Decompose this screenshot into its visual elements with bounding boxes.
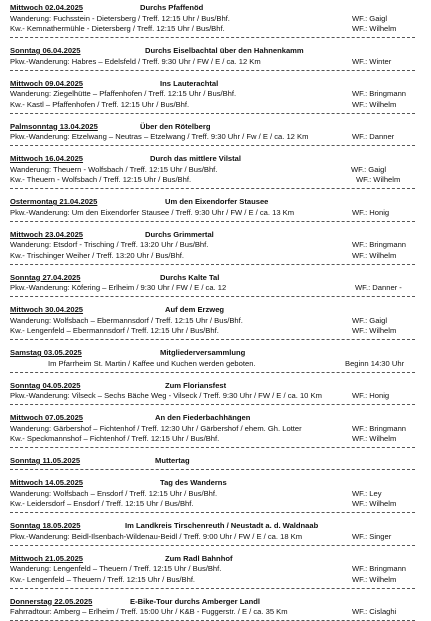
event-entry	[10, 478, 415, 510]
event-title: Ins Lauterachtal	[160, 78, 219, 88]
event-leader: WF.: Wilhelm	[352, 434, 397, 443]
event-detail-row	[10, 283, 415, 293]
event-leader: WF.: Bringmann	[352, 564, 407, 573]
event-leader: WF.: Wilhelm	[352, 326, 397, 335]
event-detail-text: Wanderung: Theuern - Wolfsbach / Treff. 12:15 Uhr / Bus/Bhf.	[10, 164, 218, 174]
event-entry	[10, 79, 415, 111]
event-leader: WF.: Wilhelm	[352, 499, 397, 508]
event-detail-row	[10, 564, 415, 574]
dashed-separator	[10, 404, 415, 405]
event-entry	[10, 348, 415, 369]
event-detail-row	[10, 316, 415, 326]
event-detail-text: Kw.- Kastl – Pfaffenhofen / Treff. 12:15 Uhr / Bus/Bhf.	[10, 99, 190, 109]
event-detail-text: Wanderung: Wolfsbach – Ensdorf / Treff. 12:15 Uhr / Bus/Bhf.	[10, 488, 218, 498]
event-detail-row	[10, 434, 415, 444]
dashed-separator	[10, 372, 415, 373]
event-entry	[10, 273, 415, 294]
event-detail-row	[10, 607, 415, 617]
event-leader: WF.: Bringmann	[352, 240, 407, 249]
dashed-separator	[10, 469, 415, 470]
event-entry	[10, 456, 415, 467]
event-entry	[10, 305, 415, 337]
event-detail-row	[10, 24, 415, 34]
event-entry	[10, 3, 415, 35]
dashed-separator	[10, 545, 415, 546]
event-header	[10, 154, 415, 164]
event-header	[10, 456, 415, 466]
event-title: E-Bike-Tour durchs Amberger Landl	[130, 596, 260, 606]
event-leader: WF.: Danner	[352, 132, 395, 141]
event-leader: WF.: Wilhelm	[352, 574, 397, 584]
event-detail-text: Kw.- Kemnathermühle - Dietersberg / Treff. 12:15 Uhr / Bus/Bhf.	[10, 24, 225, 33]
event-entry	[10, 230, 415, 262]
event-date: Samstag 03.05.2025	[10, 348, 82, 357]
event-title: Mitgliederversammlung	[160, 348, 246, 357]
event-detail-text: Pkw.-Wanderung: Köfering – Erlheim / 9:30 Uhr / FW / E / ca. 12	[10, 283, 227, 292]
event-header	[10, 273, 415, 283]
event-detail-text: Kw.- Theuern - Wolfsbach / Treff. 12:15 Uhr / Bus/Bhf.	[10, 175, 192, 184]
event-detail-row	[10, 132, 415, 142]
event-entry	[10, 597, 415, 618]
event-entry	[10, 554, 415, 586]
event-date: Sonntag 11.05.2025	[10, 456, 81, 465]
dashed-separator	[10, 512, 415, 513]
event-leader: WF.: Cislaghi	[352, 607, 397, 616]
dashed-separator	[10, 188, 415, 189]
event-detail-row	[10, 100, 415, 110]
event-header	[10, 521, 415, 531]
event-title: Durch das mittlere Vilstal	[150, 154, 242, 163]
event-detail-text: Wanderung: Fuchsstein - Dietersberg / Treff. 12:15 Uhr / Bus/Bhf.	[10, 13, 230, 23]
event-title: Auf dem Erzweg	[165, 305, 225, 314]
event-title: Tag des Wanderns	[160, 478, 227, 487]
event-date: Mittwoch 16.04.2025	[10, 154, 84, 163]
event-entry	[10, 46, 415, 67]
event-title: Über den Rötelberg	[140, 121, 211, 131]
event-detail-row	[10, 208, 415, 218]
event-header	[10, 79, 415, 89]
event-header	[10, 478, 415, 488]
dashed-separator	[10, 296, 415, 297]
event-entry	[10, 154, 415, 186]
event-detail-text: Pkw.-Wanderung: Beidl-Ilsenbach-Wildenau-Beidl / Treff. 9:00 Uhr / FW / E / ca. 18 Km	[10, 531, 303, 541]
dashed-separator	[10, 37, 415, 38]
event-detail-row	[10, 251, 415, 261]
event-header	[10, 554, 415, 564]
event-leader: WF.: Bringmann	[352, 89, 407, 98]
event-detail-text: Pkw.-Wanderung: Um den Eixendorfer Stausee / Treff. 9:30 Uhr / FW / E / ca. 13 Km	[10, 207, 295, 217]
event-leader: WF.: Gaigl	[351, 164, 387, 174]
event-detail-text: Fahrradtour: Amberg – Erlheim / Treff. 15:00 Uhr / K&B - Fuggerstr. / E / ca. 35 Km	[10, 607, 288, 616]
event-date: Mittwoch 02.04.2025	[10, 3, 84, 12]
event-header	[10, 3, 415, 13]
event-detail-text: Wanderung: Gärbershof – Fichtenhof / Treff. 12:30 Uhr / Gärbershof / ehem. Gh. Lotter	[10, 423, 302, 433]
event-leader: WF.: Bringmann	[352, 423, 407, 433]
event-header	[10, 413, 415, 423]
event-title: An den Fiederbachhängen	[155, 413, 251, 422]
event-date: Mittwoch 23.04.2025	[10, 229, 84, 239]
event-date: Donnerstag 22.05.2025	[10, 596, 93, 606]
event-detail-row	[10, 499, 415, 509]
event-leader: WF.: Wilhelm	[352, 99, 397, 109]
event-leader: WF.: Honig	[352, 207, 390, 217]
event-header	[10, 381, 415, 391]
dashed-separator	[10, 113, 415, 114]
event-leader: WF.: Singer	[352, 531, 392, 541]
event-detail-row	[10, 175, 415, 185]
event-title: Zum Radl Bahnhof	[165, 553, 233, 563]
event-detail-text: Wanderung: Wolfsbach – Ebermannsdorf / Treff. 12:15 Uhr / Bus/Bhf.	[10, 315, 243, 325]
event-detail-text: Kw.- Lengenfeld – Theuern / Treff. 12:15 Uhr / Bus/Bhf.	[10, 574, 196, 584]
event-detail-text: Wanderung: Lengenfeld – Theuern / Treff. 12:15 Uhr / Bus/Bhf.	[10, 564, 222, 573]
event-header	[10, 197, 415, 207]
event-date: Mittwoch 21.05.2025	[10, 553, 84, 563]
event-title: Im Landkreis Tirschenreuth / Neustadt a. d. Waldnaab	[125, 521, 319, 530]
event-detail-text: Kw.- Trischinger Weiher / Treff. 13:20 Uhr / Bus/Bhf.	[10, 250, 185, 260]
event-date: Sonntag 18.05.2025	[10, 521, 81, 530]
event-entry	[10, 197, 415, 218]
event-title: Durchs Eiselbachtal über den Hahnenkamm	[145, 46, 304, 55]
event-date: Sonntag 27.04.2025	[10, 272, 81, 282]
event-title: Muttertag	[155, 456, 190, 465]
event-title: Durchs Pfaffenöd	[140, 3, 204, 12]
event-date: Sonntag 04.05.2025	[10, 380, 81, 390]
event-leader: WF.: Winter	[352, 56, 392, 66]
event-date: Sonntag 06.04.2025	[10, 46, 81, 55]
dashed-separator	[10, 264, 415, 265]
event-detail-row	[10, 575, 415, 585]
event-title: Durchs Kalte Tal	[160, 272, 220, 282]
event-date: Ostermontag 21.04.2025	[10, 197, 98, 206]
event-detail-row	[10, 489, 415, 499]
event-date: Mittwoch 09.04.2025	[10, 78, 84, 88]
event-leader: WF.: Ley	[352, 488, 382, 498]
event-header	[10, 348, 415, 358]
event-title: Durchs Grimmertal	[145, 229, 214, 239]
event-detail-row	[10, 391, 415, 401]
event-date: Mittwoch 14.05.2025	[10, 478, 84, 487]
event-entry	[10, 413, 415, 445]
event-detail-text: Im Pfarrheim St. Martin / Kaffee und Kuchen werden geboten.	[48, 358, 256, 368]
event-detail-text: Kw.- Leidersdorf – Ensdorf / Treff. 12:15 Uhr / Bus/Bhf.	[10, 499, 194, 508]
event-leader: Beginn 14:30 Uhr	[345, 358, 405, 368]
event-detail-text: Kw.- Speckmannshof – Fichtenhof / Treff. 12:15 Uhr / Bus/Bhf.	[10, 434, 220, 443]
event-leader: WF.: Gaigl	[352, 13, 388, 23]
event-leader: WF.: Wilhelm	[352, 250, 397, 260]
event-leader: WF.: Danner -	[355, 283, 402, 292]
event-date: Mittwoch 30.04.2025	[10, 305, 84, 314]
dashed-separator	[10, 588, 415, 589]
event-entry	[10, 521, 415, 542]
event-detail-row	[10, 89, 415, 99]
event-leader: WF.: Wilhelm	[352, 24, 397, 33]
event-header	[10, 597, 415, 607]
event-date: Mittwoch 07.05.2025	[10, 413, 84, 422]
event-detail-row	[10, 359, 415, 369]
event-detail-text: Wanderung: Ziegelhütte – Pfaffenhofen / Treff. 12:15 Uhr / Bus/Bhf.	[10, 89, 237, 98]
dashed-separator	[10, 339, 415, 340]
event-header	[10, 122, 415, 132]
event-title: Zum Floriansfest	[165, 380, 227, 390]
event-header	[10, 230, 415, 240]
event-header	[10, 305, 415, 315]
event-detail-text: Pkw.-Wanderung: Vilseck – Sechs Bäche Weg - Vilseck / Treff. 9:30 Uhr / FW / E / ca. 10 Km	[10, 391, 322, 400]
dashed-separator	[10, 221, 415, 222]
event-detail-row	[10, 532, 415, 542]
event-detail-row	[10, 326, 415, 336]
event-leader: WF.: Wilhelm	[356, 175, 401, 184]
event-detail-text: Kw.- Lengenfeld – Ebermannsdorf / Treff. 12:15 Uhr / Bus/Bhf.	[10, 326, 219, 335]
dashed-separator	[10, 447, 415, 448]
event-detail-text: Pkw.-Wanderung: Habres – Edelsfeld / Treff. 9:30 Uhr / FW / E / ca. 12 Km	[10, 56, 261, 66]
event-detail-row	[10, 424, 415, 434]
event-date: Palmsonntag 13.04.2025	[10, 121, 98, 131]
event-detail-row	[10, 240, 415, 250]
dashed-separator	[10, 145, 415, 146]
event-leader: WF.: Honig	[352, 391, 390, 400]
event-detail-row	[10, 57, 415, 67]
event-detail-text: Wanderung: Etsdorf - Trisching / Treff. 13:20 Uhr / Bus/Bhf.	[10, 240, 209, 249]
event-detail-row	[10, 14, 415, 24]
event-header	[10, 46, 415, 56]
dashed-separator	[10, 70, 415, 71]
event-title: Um den Eixendorfer Stausee	[165, 197, 269, 206]
event-detail-row	[10, 165, 415, 175]
event-leader: WF.: Gaigl	[352, 315, 388, 325]
event-entry	[10, 381, 415, 402]
event-detail-text: Pkw.-Wanderung: Etzelwang – Neutras – Etzelwang / Treff. 9:30 Uhr / Fw / E / ca. 12 Km	[10, 132, 309, 141]
event-entry	[10, 122, 415, 143]
